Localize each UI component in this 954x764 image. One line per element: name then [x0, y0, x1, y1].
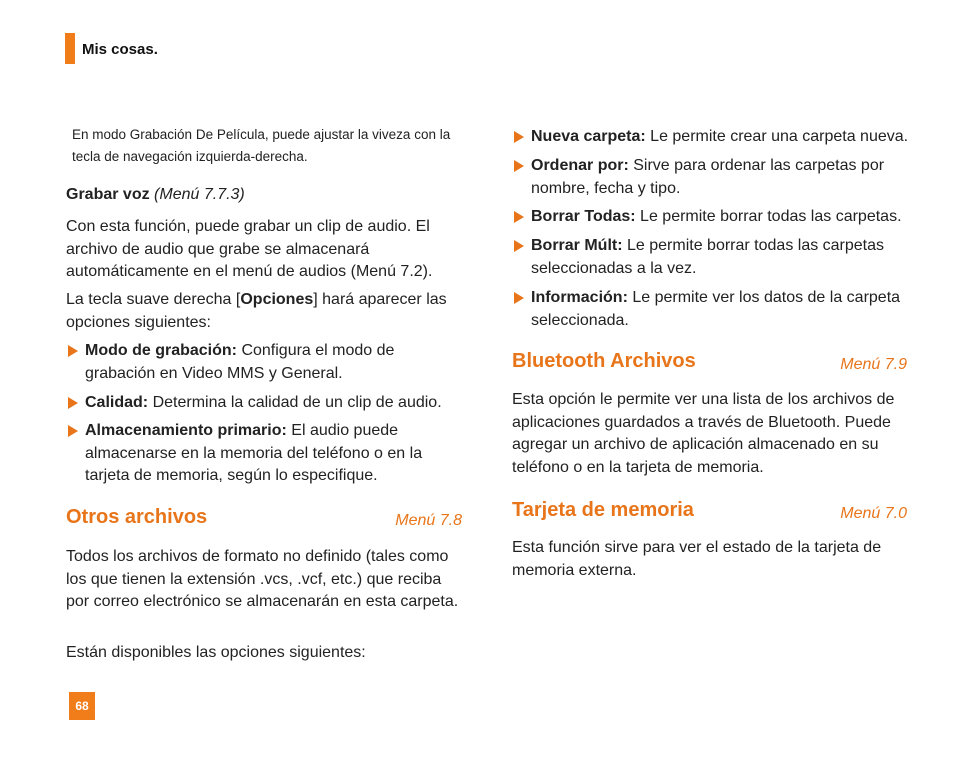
- otros-archivos-paragraph-1: Todos los archivos de formato no definido (tales como los que tienen la extensión .vcs, .vcf, etc.) que reciba por correo electrónico se almacenarán en esta carpeta.: [66, 548, 459, 610]
- triangle-bullet-icon: [68, 397, 78, 409]
- list-item: [512, 206, 931, 229]
- header-accent-bar: [65, 33, 75, 64]
- grabar-voz-paragraph-1: Con esta función, puede grabar un clip de audio. El archivo de audio que grabe se almacenará automáticamente en el menú de audios (Menú 7.2).: [66, 218, 433, 280]
- page-number-badge: 68: [69, 692, 95, 720]
- bullet-term: Borrar Todas:: [531, 208, 636, 225]
- otros-archivos-menu-ref: Menú 7.8: [395, 512, 462, 529]
- tarjeta-memoria-menu-ref: Menú 7.0: [840, 505, 907, 522]
- list-item: [66, 392, 481, 415]
- grabar-voz-heading: [66, 186, 245, 204]
- tarjeta-memoria-paragraph: Esta función sirve para ver el estado de la tarjeta de memoria externa.: [512, 539, 882, 579]
- bluetooth-archivos-menu-ref: Menú 7.9: [840, 356, 907, 373]
- otros-archivos-title: Otros archivos: [66, 506, 208, 528]
- bullet-text: Configura el modo de grabación en Video MMS y General.: [85, 342, 395, 382]
- bullet-text: Le permite crear una carpeta nueva.: [645, 128, 909, 145]
- list-item: [66, 420, 457, 488]
- list-item: [512, 126, 931, 149]
- bullet-term: Información:: [531, 289, 628, 306]
- bullet-text: Le permite ver los datos de la carpeta seleccionada.: [531, 289, 901, 329]
- para2-prefix: La tecla suave derecha [: [66, 291, 241, 308]
- triangle-bullet-icon: [514, 292, 524, 304]
- list-item: [66, 340, 445, 385]
- bullet-term: Ordenar por:: [531, 157, 629, 174]
- bullet-text: Le permite borrar todas las carpetas seleccionadas a la vez.: [531, 237, 885, 277]
- section-header-title: Mis cosas.: [82, 41, 158, 58]
- triangle-bullet-icon: [68, 425, 78, 437]
- list-item: [512, 155, 911, 200]
- triangle-bullet-icon: [514, 131, 524, 143]
- bullet-text: Sirve para ordenar las carpetas por nombre, fecha y tipo.: [531, 157, 885, 197]
- grabar-voz-title: Grabar voz: [66, 186, 150, 203]
- bluetooth-archivos-heading: [512, 350, 907, 378]
- bullet-term: Borrar Múlt:: [531, 237, 623, 254]
- triangle-bullet-icon: [68, 345, 78, 357]
- list-item: [512, 235, 915, 280]
- bullet-term: Calidad:: [85, 394, 149, 411]
- bullet-term: Almacenamiento primario:: [85, 422, 287, 439]
- bullet-text: Le permite borrar todas las carpetas.: [635, 208, 902, 225]
- tarjeta-memoria-title: Tarjeta de memoria: [512, 499, 694, 521]
- triangle-bullet-icon: [514, 240, 524, 252]
- bullet-term: Modo de grabación:: [85, 342, 237, 359]
- triangle-bullet-icon: [514, 160, 524, 172]
- bullet-term: Nueva carpeta:: [531, 128, 646, 145]
- grabar-voz-paragraph-2: [66, 289, 462, 334]
- otros-archivos-paragraph-2: Están disponibles las opciones siguientes:: [66, 644, 366, 661]
- bullet-text: El audio puede almacenarse en la memoria del teléfono o en la tarjeta de memoria, según lo especifique.: [85, 422, 423, 484]
- otros-archivos-heading: [66, 506, 462, 534]
- para2-suffix: ] hará aparecer las opciones siguientes:: [66, 291, 447, 331]
- list-item: [512, 287, 931, 332]
- intro-note: En modo Grabación De Película, puede ajustar la viveza con la tecla de navegación izquierda-derecha.: [72, 127, 451, 164]
- bluetooth-archivos-title: Bluetooth Archivos: [512, 350, 696, 372]
- bullet-text: Determina la calidad de un clip de audio.: [148, 394, 442, 411]
- grabar-voz-menu-ref: (Menú 7.7.3): [154, 186, 245, 203]
- opciones-label: Opciones: [240, 291, 314, 308]
- triangle-bullet-icon: [514, 211, 524, 223]
- bluetooth-archivos-paragraph: Esta opción le permite ver una lista de los archivos de aplicaciones guardados a través de Bluetooth. Puede agregar un archivo de aplicación almacenado en su teléfono o en la tarjeta de memoria.: [512, 391, 895, 476]
- tarjeta-memoria-heading: [512, 499, 907, 527]
